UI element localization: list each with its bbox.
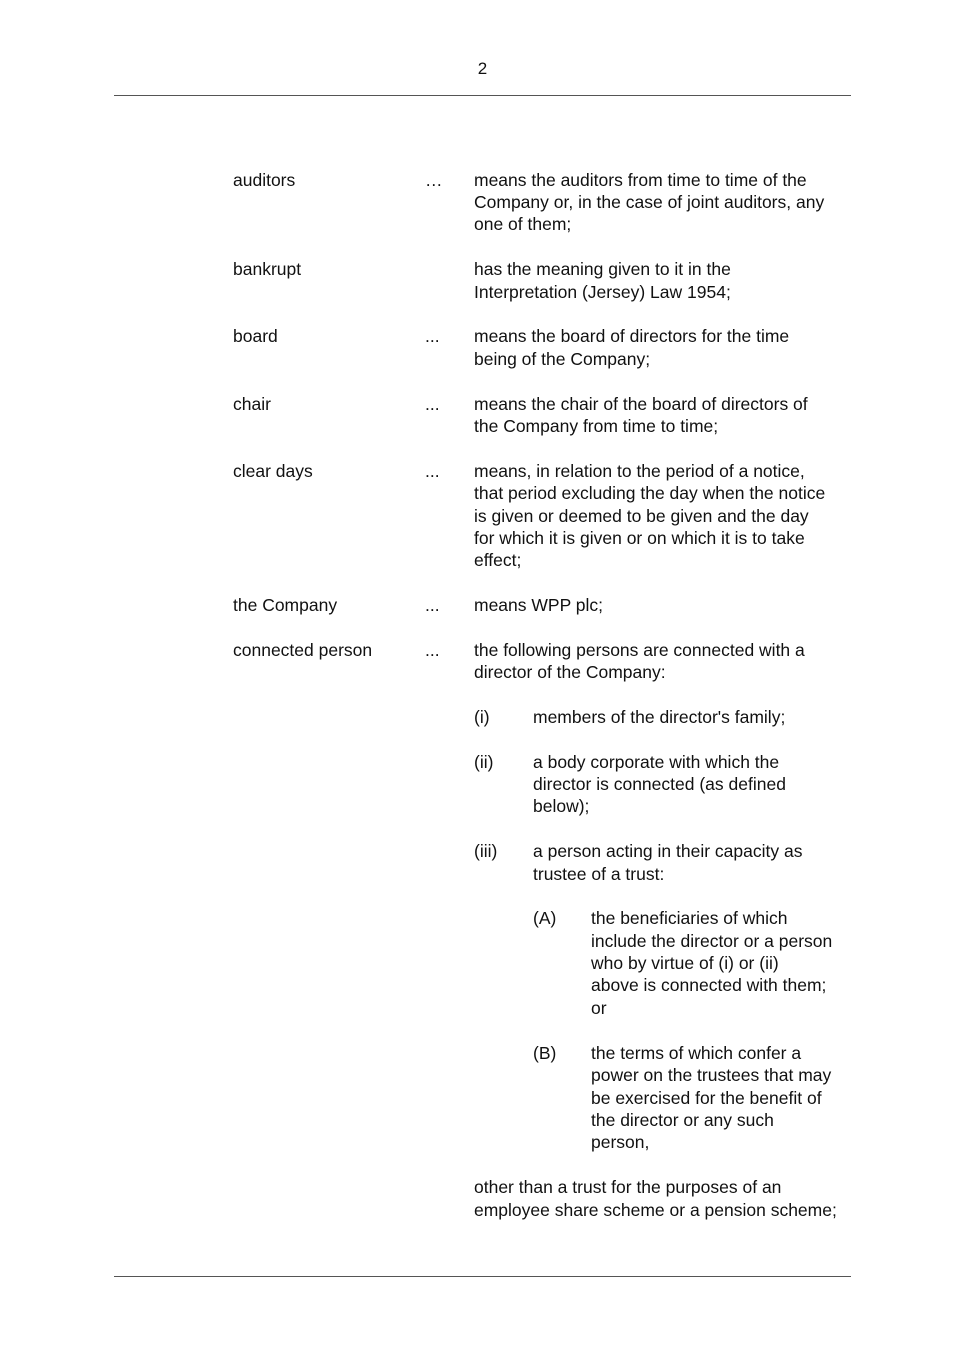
list-item-number: (iii) (474, 841, 498, 861)
list-item-text-line: below); (533, 796, 590, 816)
definition-text-line: for which it is given or on which it is to take (474, 528, 805, 548)
definition-text-line: Company or, in the case of joint auditors, any (474, 192, 825, 212)
definition-term: chair (233, 394, 271, 414)
sub-list-item-text-line: or (591, 998, 607, 1018)
definition-separator: ... (425, 640, 440, 660)
page-number: 2 (477, 59, 488, 78)
definition-separator: … (425, 170, 443, 190)
definition-term: connected person (233, 640, 373, 660)
definition-text-line: means, in relation to the period of a notice, (474, 461, 805, 481)
definition-separator: ... (425, 394, 440, 414)
definition-text-line: means the chair of the board of directors of (474, 394, 808, 414)
definition-text-line: has the meaning given to it in the (474, 259, 731, 279)
sub-list-item-text-line: the terms of which confer a (591, 1043, 802, 1063)
sub-list-item-text-line: be exercised for the benefit of (591, 1088, 822, 1108)
sub-list-item-text-line: the director or any such (591, 1110, 774, 1130)
sub-list-item-text-line: person, (591, 1132, 650, 1152)
definition-text-line: means the auditors from time to time of the (474, 170, 807, 190)
list-item-text-line: trustee of a trust: (533, 864, 665, 884)
closing-text-line: other than a trust for the purposes of an (474, 1177, 782, 1197)
definition-term: bankrupt (233, 259, 302, 279)
list-item-number: (ii) (474, 752, 494, 772)
sub-list-item-number: (A) (533, 908, 557, 928)
definition-text-line: director of the Company: (474, 662, 666, 682)
definition-separator: ... (425, 595, 440, 615)
definition-text-line: being of the Company; (474, 349, 651, 369)
definition-term: board (233, 326, 278, 346)
definition-separator: ... (425, 326, 440, 346)
definition-text-line: the Company from time to time; (474, 416, 719, 436)
sub-list-item-text-line: the beneficiaries of which (591, 908, 788, 928)
header-rule (114, 95, 851, 96)
list-item-text-line: a body corporate with which the (533, 752, 780, 772)
definition-text-line: the following persons are connected with a (474, 640, 805, 660)
sub-list-item-text-line: power on the trustees that may (591, 1065, 832, 1085)
definition-separator: ... (425, 461, 440, 481)
list-item-text-line: a person acting in their capacity as (533, 841, 803, 861)
definition-text-line: Interpretation (Jersey) Law 1954; (474, 282, 731, 302)
definition-text-line: means WPP plc; (474, 595, 604, 615)
definition-term: the Company (233, 595, 338, 615)
sub-list-item-text-line: above is connected with them; (591, 975, 827, 995)
closing-text-line: employee share scheme or a pension scheme; (474, 1200, 837, 1220)
definition-text-line: that period excluding the day when the notice (474, 483, 826, 503)
definition-term: auditors (233, 170, 296, 190)
list-item-text-line: members of the director's family; (533, 707, 786, 727)
sub-list-item-text-line: include the director or a person (591, 931, 833, 951)
list-item-text-line: director is connected (as defined (533, 774, 786, 794)
list-item-number: (i) (474, 707, 490, 727)
footer-rule (114, 1276, 851, 1277)
sub-list-item-number: (B) (533, 1043, 557, 1063)
definition-text-line: is given or deemed to be given and the day (474, 506, 809, 526)
definition-text-line: one of them; (474, 214, 572, 234)
sub-list-item-text-line: who by virtue of (i) or (ii) (591, 953, 779, 973)
definition-text-line: effect; (474, 550, 522, 570)
definition-text-line: means the board of directors for the time (474, 326, 790, 346)
definition-term: clear days (233, 461, 313, 481)
